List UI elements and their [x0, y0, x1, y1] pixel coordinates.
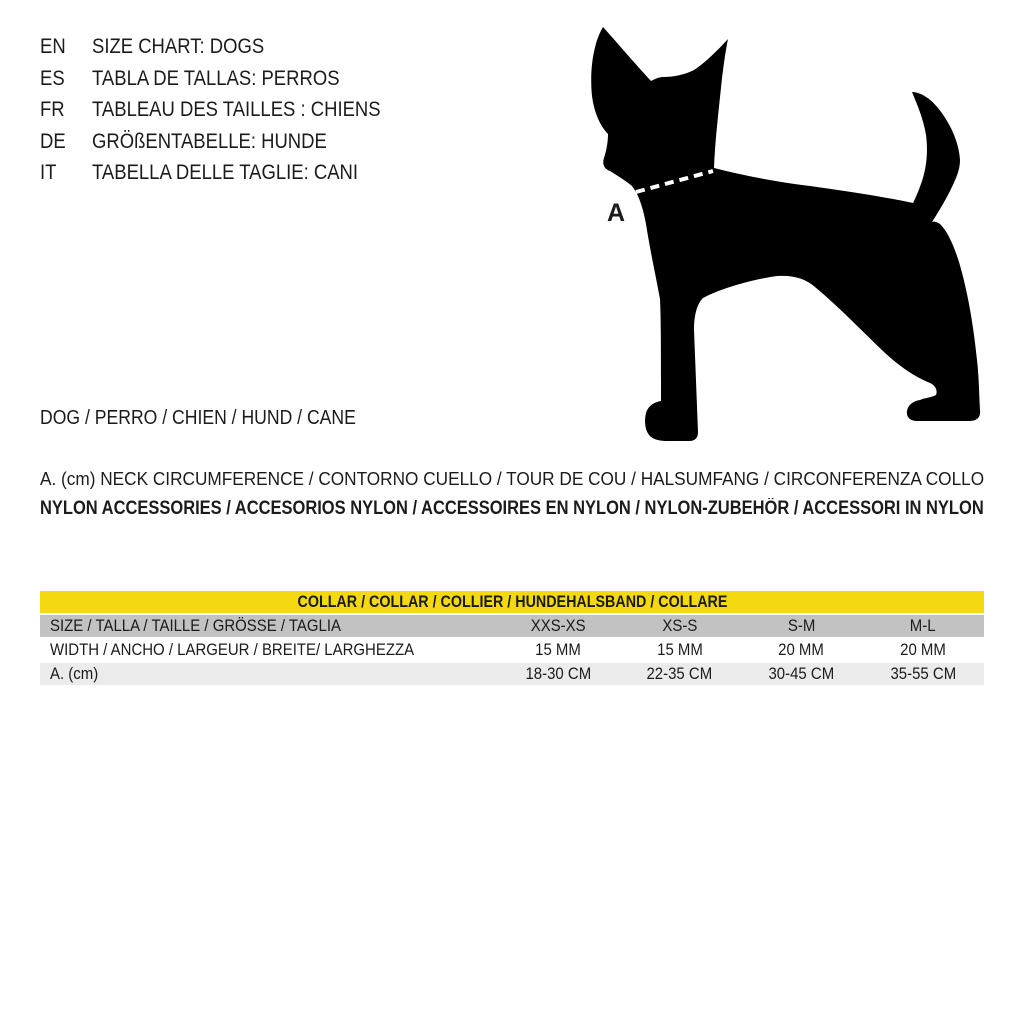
measure-point-label: A — [606, 199, 626, 227]
language-code-text: DE — [40, 129, 66, 153]
page-title: TABLA DE TALLAS: PERROS — [92, 66, 340, 90]
width-cell-xs-s — [619, 639, 741, 661]
row-label-text: SIZE / TALLA / TAILLE / GRÖSSE / TAGLIA — [50, 616, 342, 635]
neck-circumference-text: A. (cm) NECK CIRCUMFERENCE / CONTORNO CUELLO / TOUR DE COU / HALSUMFANG / CIRCONFERENZA COLLO — [40, 469, 985, 489]
neck-cell-s-m — [741, 663, 863, 685]
table-row-width — [40, 639, 984, 661]
row-label-size — [40, 615, 497, 637]
cell-text: 30-45 CM — [768, 664, 835, 683]
width-cell-m-l — [862, 639, 984, 661]
row-label-width — [40, 639, 497, 661]
page-title: SIZE CHART: DOGS — [92, 35, 265, 58]
row-label-text: A. (cm) — [50, 664, 99, 683]
language-code-text: EN — [40, 35, 66, 58]
size-cell-m-l — [862, 615, 984, 637]
size-cell-xs-s — [619, 615, 741, 637]
neck-circumference-note — [40, 469, 984, 489]
cell-text: 22-35 CM — [646, 664, 713, 683]
neck-cell-xs-s — [619, 663, 741, 685]
size-cell-s-m — [741, 615, 863, 637]
dog-caption — [40, 407, 399, 429]
table-header-text: COLLAR / COLLAR / COLLIER / HUNDEHALSBAND / COLLARE — [297, 592, 727, 611]
cell-text: 35-55 CM — [890, 664, 956, 683]
cell-text: S-M — [787, 616, 816, 635]
cell-text: XS-S — [662, 616, 698, 635]
language-code-text: FR — [40, 98, 65, 121]
language-code-text: IT — [40, 161, 57, 184]
page-title: GRÖßENTABELLE: HUNDE — [92, 129, 327, 153]
nylon-accessories-note — [40, 499, 984, 519]
width-cell-s-m — [741, 639, 863, 661]
page-title: TABLEAU DES TAILLES : CHIENS — [92, 98, 381, 121]
cell-text: 15 MM — [656, 640, 703, 659]
table-row-size — [40, 615, 984, 637]
cell-text: XXS-XS — [530, 616, 586, 635]
cell-text: M-L — [910, 616, 937, 635]
table-header — [40, 591, 984, 613]
collar-size-table — [40, 591, 984, 685]
dog-caption-text: DOG / PERRO / CHIEN / HUND / CANE — [40, 407, 356, 429]
neck-cell-m-l — [862, 663, 984, 685]
cell-text: 20 MM — [900, 640, 946, 659]
neck-cell-xxs-xs — [497, 663, 619, 685]
table-row-neck — [40, 663, 984, 685]
size-cell-xxs-xs — [497, 615, 619, 637]
cell-text: 15 MM — [535, 640, 581, 659]
page-title: TABELLA DELLE TAGLIE: CANI — [92, 161, 359, 184]
dog-silhouette — [591, 27, 980, 441]
language-code-text: ES — [40, 66, 65, 90]
cell-text: 18-30 CM — [525, 664, 591, 683]
width-cell-xxs-xs — [497, 639, 619, 661]
nylon-accessories-text: NYLON ACCESSORIES / ACCESORIOS NYLON / ACCESSOIRES EN NYLON / NYLON-ZUBEHÖR / ACCESSORI IN NYLON — [40, 498, 984, 519]
row-label-text: WIDTH / ANCHO / LARGEUR / BREITE/ LARGHEZZA — [50, 640, 415, 659]
cell-text: 20 MM — [778, 640, 825, 659]
row-label-neck — [40, 663, 497, 685]
